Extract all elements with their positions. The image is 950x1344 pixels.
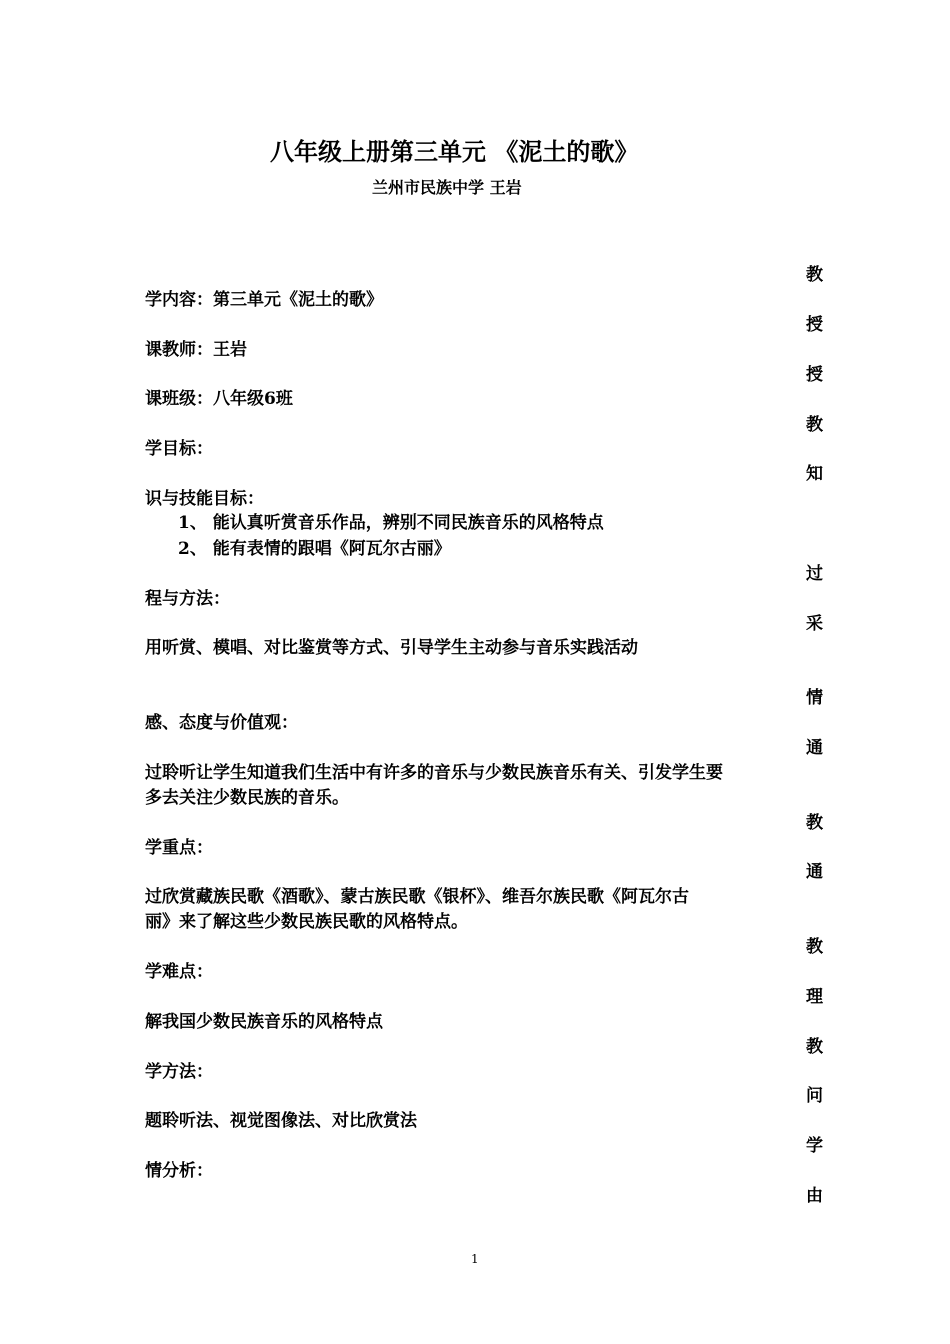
- process-text: 用听赏、模唱、对比鉴赏等方式、引导学生主动参与音乐实践活动: [145, 638, 638, 658]
- side-char: 理: [806, 987, 823, 1007]
- objective-item-2: 2、 能有表情的跟唱《阿瓦尔古丽》: [178, 539, 451, 559]
- emotion-text-1: 过聆听让学生知道我们生活中有许多的音乐与少数民族音乐有关、引发学生要: [145, 763, 723, 783]
- difficulty-heading: 学难点：: [145, 962, 213, 982]
- side-char: 通: [806, 862, 823, 882]
- emotion-text-2: 多去关注少数民族的音乐。: [145, 788, 349, 808]
- analysis-heading: 情分析：: [145, 1161, 213, 1181]
- side-char: 教: [806, 1037, 823, 1057]
- side-char: 过: [806, 564, 823, 584]
- teacher-line: 课教师：王岩: [145, 340, 247, 360]
- side-char: 问: [806, 1086, 823, 1106]
- side-char: 授: [806, 315, 823, 335]
- knowledge-heading: 识与技能目标：: [145, 489, 264, 509]
- objective-item-1: 1、 能认真听赏音乐作品，辨别不同民族音乐的风格特点: [178, 513, 604, 533]
- side-char: 由: [806, 1186, 823, 1206]
- side-char: 学: [806, 1136, 823, 1156]
- key-points-text-1: 过欣赏藏族民歌《酒歌》、蒙古族民歌《银杯》、维吾尔族民歌《阿瓦尔古: [145, 887, 689, 907]
- side-char: 通: [806, 738, 823, 758]
- side-char: 教: [806, 265, 823, 285]
- emotion-heading: 感、态度与价值观：: [145, 713, 298, 733]
- side-char: 情: [806, 688, 823, 708]
- author-line: 兰州市民族中学 王岩: [372, 178, 522, 197]
- page-number: 1: [471, 1252, 479, 1266]
- method-text: 题聆听法、视觉图像法、对比欣赏法: [145, 1111, 417, 1131]
- key-points-text-2: 丽》来了解这些少数民族民歌的风格特点。: [145, 912, 468, 932]
- side-char: 采: [806, 614, 823, 634]
- key-points-heading: 学重点：: [145, 838, 213, 858]
- difficulty-text: 解我国少数民族音乐的风格特点: [145, 1012, 383, 1032]
- document-title: 八年级上册第三单元 《泥土的歌》: [270, 137, 639, 166]
- side-char: 教: [806, 813, 823, 833]
- side-char: 教: [806, 415, 823, 435]
- side-char: 教: [806, 937, 823, 957]
- content-line: 学内容：第三单元《泥土的歌》: [145, 290, 383, 310]
- side-char: 授: [806, 365, 823, 385]
- method-heading: 学方法：: [145, 1062, 213, 1082]
- objectives-heading: 学目标：: [145, 439, 213, 459]
- side-char: 知: [806, 464, 823, 484]
- class-line: 课班级：八年级6班: [145, 389, 293, 409]
- process-heading: 程与方法：: [145, 589, 230, 609]
